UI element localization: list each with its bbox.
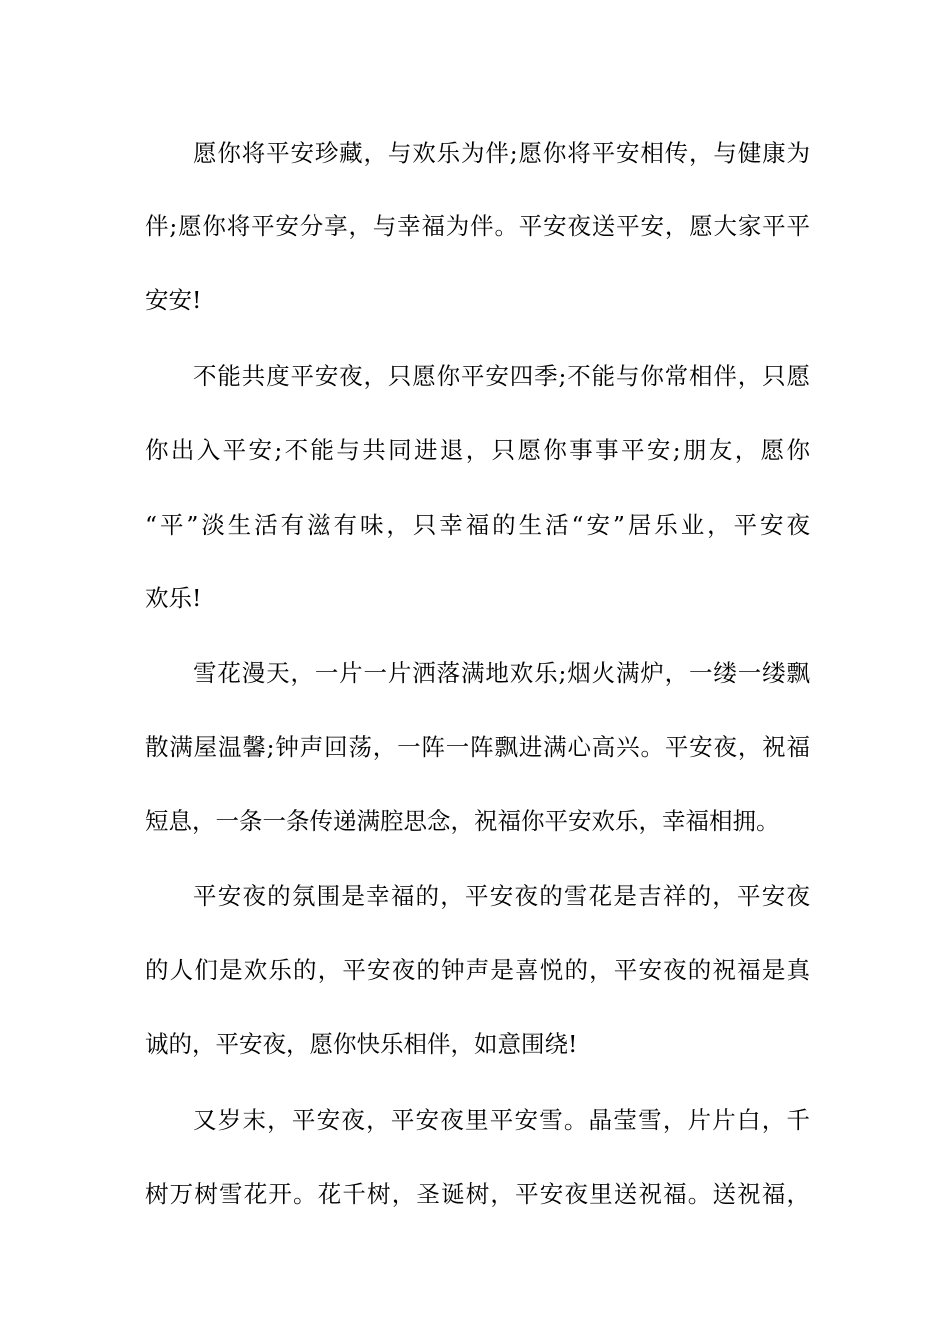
paragraph-2-line-4: 欢乐! — [145, 584, 202, 612]
paragraph-5-line-2: 树万树雪花开。花千树，圣诞树，平安夜里送祝福。送祝福， — [145, 1180, 810, 1208]
paragraph-3-line-2: 散满屋温馨;钟声回荡，一阵一阵飘进满心高兴。平安夜，祝福 — [145, 733, 810, 761]
paragraph-1-line-2: 伴;愿你将平安分享，与幸福为伴。平安夜送平安，愿大家平平 — [145, 212, 810, 240]
paragraph-2-line-3: “平”淡生活有滋有味，只幸福的生活“安”居乐业，平安夜 — [145, 511, 810, 539]
paragraph-1-line-3: 安安! — [145, 286, 202, 314]
paragraph-1-line-1: 愿你将平安珍藏，与欢乐为伴;愿你将平安相传，与健康为 — [193, 139, 810, 167]
paragraph-5-line-1: 又岁末，平安夜，平安夜里平安雪。晶莹雪，片片白，千 — [193, 1106, 810, 1134]
paragraph-4-line-1: 平安夜的氛围是幸福的，平安夜的雪花是吉祥的，平安夜 — [193, 882, 810, 910]
paragraph-3-line-1: 雪花漫天，一片一片洒落满地欢乐;烟火满炉，一缕一缕飘 — [193, 659, 810, 687]
paragraph-3-line-3: 短息，一条一条传递满腔思念，祝福你平安欢乐，幸福相拥。 — [145, 807, 780, 835]
paragraph-2-line-2: 你出入平安;不能与共同进退，只愿你事事平安;朋友，愿你 — [145, 436, 810, 464]
paragraph-2-line-1: 不能共度平安夜，只愿你平安四季;不能与你常相伴，只愿 — [193, 362, 810, 390]
paragraph-4-line-2: 的人们是欢乐的，平安夜的钟声是喜悦的，平安夜的祝福是真 — [145, 956, 810, 984]
paragraph-4-line-3: 诚的，平安夜，愿你快乐相伴，如意围绕! — [145, 1030, 578, 1058]
